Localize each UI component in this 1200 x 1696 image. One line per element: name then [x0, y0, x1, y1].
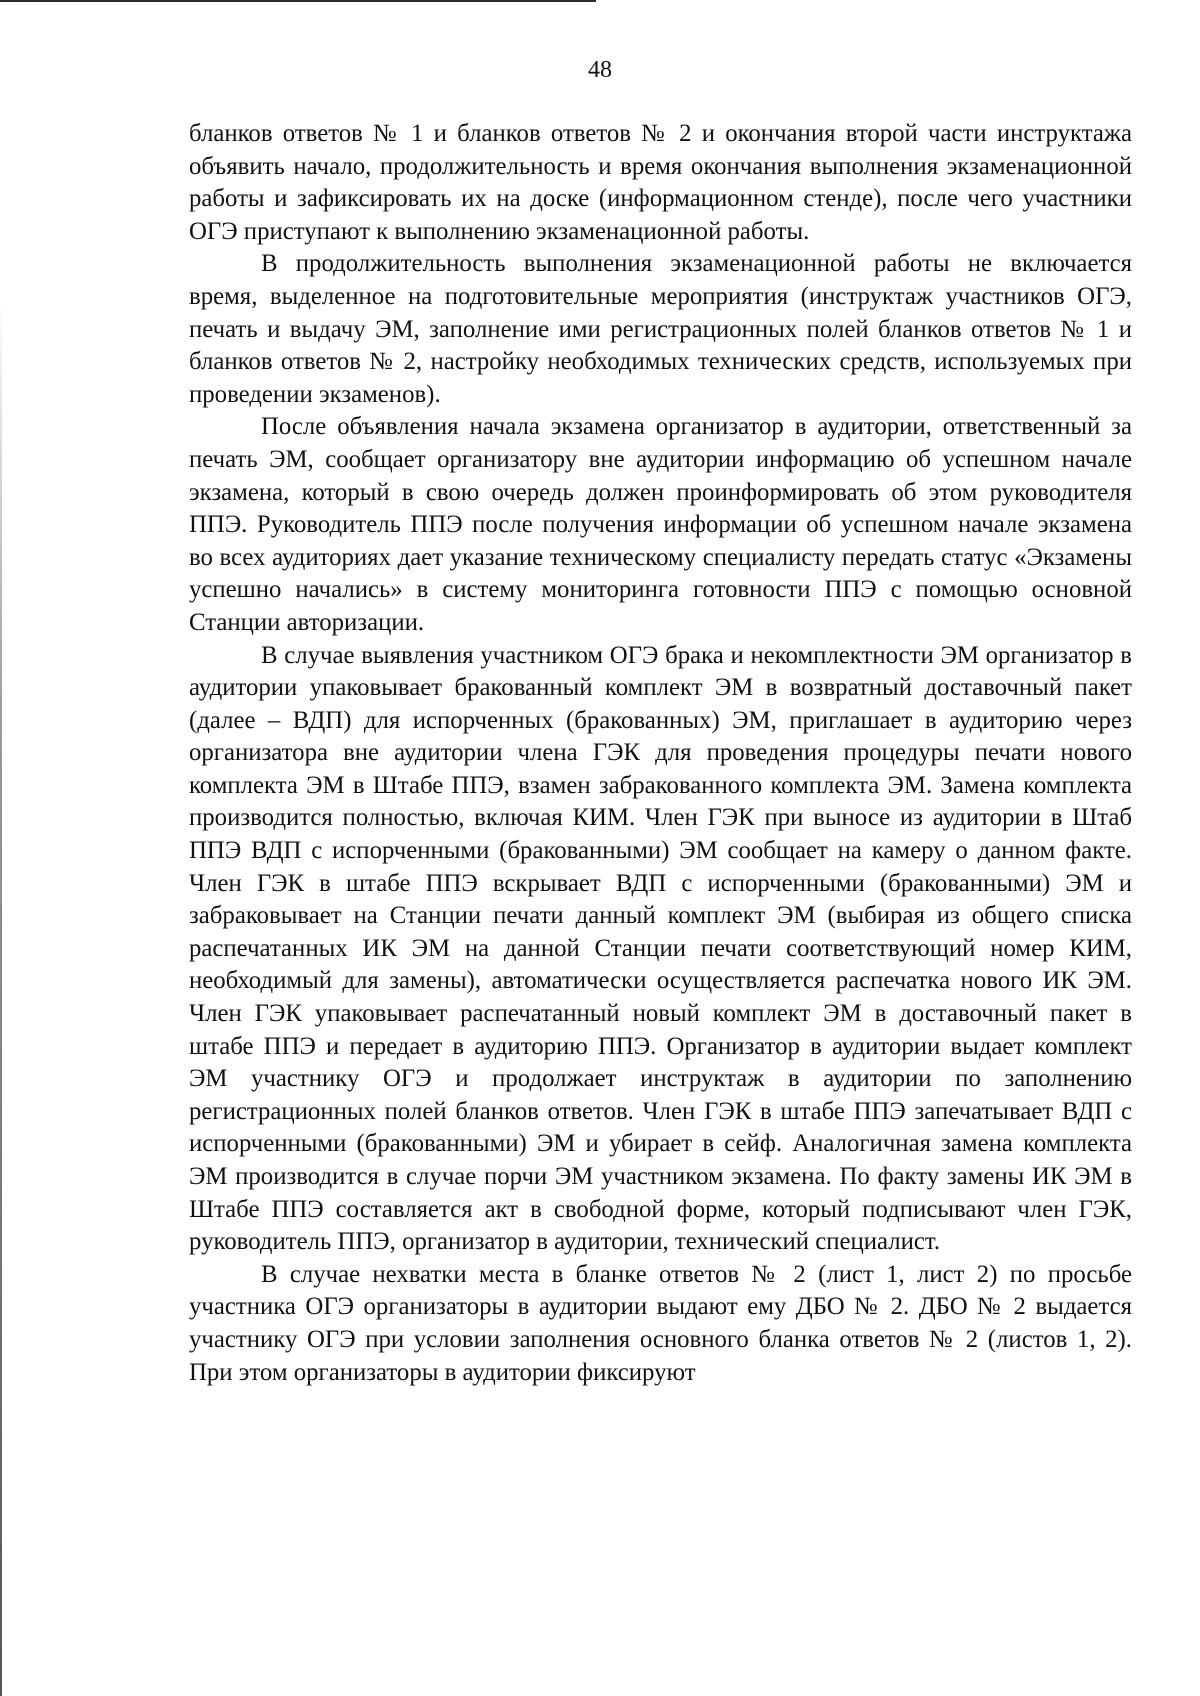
paragraph-exam-duration: В продолжительность выполнения экзаменационной работы не включается время, выделенное на подготовительные мероприятия (инструктаж участников ОГЭ, печать и выдачу ЭМ, заполнение ими регистрационных полей бланков ответов № 1 и бланков ответов № 2, настройку необходимых технических средств, используемых при проведении экзаменов). [189, 250, 1132, 408]
paragraph-continuation: бланков ответов № 1 и бланков ответов № 2 и окончания второй части инструктажа объявить начало, продолжительность и время окончания выполнения экзаменационной работы и зафиксировать их на доске (информационном стенде), после чего участники ОГЭ приступают к выполнению экзаменационной работы. [189, 120, 1132, 245]
scan-top-rule [0, 0, 596, 2]
paragraph-defect-replacement: В случае выявления участником ОГЭ брака и некомплектности ЭМ организатор в аудитории упаковывает бракованный комплект ЭМ в возвратный доставочный пакет (далее – ВДП) для испорченных (бракованных) ЭМ, приглашает в аудиторию через организатора вне аудитории члена ГЭК для проведения процедуры печати нового комплекта ЭМ в Штабе ППЭ, взамен забракованного комплекта ЭМ. Замена комплекта производится полностью, включая КИМ. Член ГЭК при выносе из аудитории в Штаб ППЭ ВДП с испорченными (бракованными) ЭМ сообщает на камеру о данном факте. Член ГЭК в штабе ППЭ вскрывает ВДП с испорченными (бракованными) ЭМ и забраковывает на Станции печати данный комплект ЭМ (выбирая из общего списка распечатанных ИК ЭМ на данной Станции печати соответствующий номер КИМ, необходимый для замены), автоматически осуществляется распечатка нового ИК ЭМ. Член ГЭК упаковывает распечатанный новый комплект ЭМ в доставочный пакет в штабе ППЭ и передает в аудиторию ППЭ. Организатор в аудитории выдает комплект ЭМ участнику ОГЭ и продолжает инструктаж в аудитории по заполнению регистрационных полей бланков ответов. Член ГЭК в штабе ППЭ запечатывает ВДП с испорченными (бракованными) ЭМ и убирает в сейф. Аналогичная замена комплекта ЭМ производится в случае порчи ЭМ участником экзамена. По факту замены ИК ЭМ в Штабе ППЭ составляется акт в свободной форме, который подписывают член ГЭК, руководитель ППЭ, организатор в аудитории, технический специалист. [189, 641, 1132, 1256]
page-number: 48 [588, 57, 612, 83]
document-body [189, 118, 1132, 1389]
paragraph-extra-answer-form: В случае нехватки места в бланке ответов № 2 (лист 1, лист 2) по просьбе участника ОГЭ организаторы в аудитории выдают ему ДБО № 2. ДБО № 2 выдается участнику ОГЭ при условии заполнения основного бланка ответов № 2 (листов 1, 2). При этом организаторы в аудитории фиксируют [189, 1260, 1132, 1386]
scan-left-edge [0, 300, 2, 1696]
paragraph-exam-start: После объявления начала экзамена организатор в аудитории, ответственный за печать ЭМ, сообщает организатору вне аудитории информацию об успешном начале экзамена, который в свою очередь должен проинформировать об этом руководителя ППЭ. Руководитель ППЭ после получения информации об успешном начале экзамена во всех аудиториях дает указание техническому специалисту передать статус «Экзамены успешно начались» в систему мониторинга готовности ППЭ с помощью основной Станции авторизации. [189, 413, 1132, 636]
